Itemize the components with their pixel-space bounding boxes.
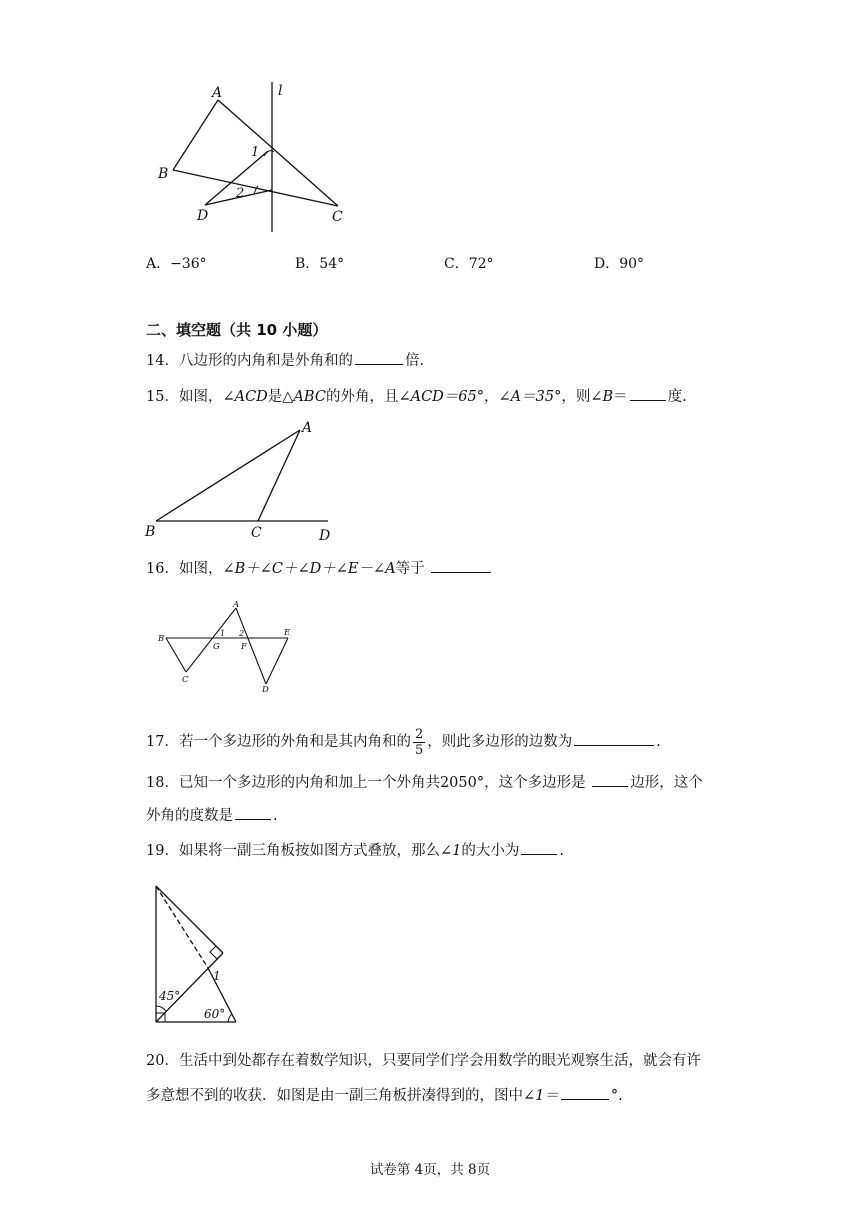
q14-text: 八边形的内角和是外角和的: [178, 353, 353, 369]
q18-line1: [146, 772, 703, 793]
fig19-label-1: 1: [213, 969, 221, 983]
q15-figure: [140, 418, 350, 544]
fig13-label-B: B: [158, 166, 169, 182]
q14: [146, 350, 424, 371]
q13-option-d: [594, 254, 644, 274]
q16-text1: 如图，: [178, 561, 223, 577]
fig13-label-A: A: [212, 85, 223, 101]
fig16-label-C: C: [182, 675, 189, 685]
section-title: 二、填空题（共 10 小题）: [146, 321, 328, 339]
q16-expr: ∠B＋∠C＋∠D＋∠E－∠A: [222, 561, 396, 577]
q15: [146, 386, 687, 407]
q17: [146, 724, 661, 760]
fig15-label-C: C: [251, 525, 262, 541]
q19-text1: 如果将一副三角板按如图方式叠放，那么: [178, 843, 440, 859]
q17-num: 17．: [146, 734, 179, 750]
q15-num: 15．: [146, 389, 179, 405]
q13-option-d-value: 90°: [619, 256, 645, 272]
q15-part-2: 是: [267, 389, 283, 405]
q20-angle: ∠1＝: [523, 1088, 559, 1104]
fig15-label-D: D: [319, 528, 331, 544]
q15-blank[interactable]: [630, 386, 666, 401]
fig16-label-1: 1: [220, 629, 226, 638]
fig16-label-B: B: [158, 634, 165, 644]
page-footer: 试卷第 4页，共 8页: [369, 1162, 491, 1178]
q13-option-c-value: 72°: [468, 256, 494, 272]
q14-blank[interactable]: [355, 350, 403, 365]
q18-num: 18．: [146, 775, 179, 791]
q20-blank[interactable]: [561, 1085, 609, 1100]
fig16-label-G: G: [213, 642, 220, 652]
q18-line1b: ，这个多边形是: [484, 775, 586, 791]
q17-text1: 若一个多边形的外角和是其内角和的: [178, 734, 411, 750]
q15-part-4: 的外角，且: [325, 389, 399, 405]
q19-blank[interactable]: [521, 840, 557, 855]
q20-line1: [146, 1051, 701, 1071]
q19-text2: 的大小为: [461, 843, 520, 859]
q16-num: 16．: [146, 561, 179, 577]
fig16-label-E: E: [284, 628, 291, 638]
q16-text2: 等于: [395, 561, 425, 577]
q13-option-b-key: B．: [295, 256, 320, 272]
q20-line2: [146, 1085, 623, 1106]
fig19-label-60: 60°: [204, 1007, 226, 1021]
fig13-label-2: 2: [236, 186, 245, 201]
q13-option-d-key: D．: [594, 256, 620, 272]
q17-blank[interactable]: [574, 731, 654, 746]
q15-part-5: ∠ACD＝65°: [398, 389, 484, 405]
q13-option-b-value: 54°: [319, 256, 345, 272]
q20-num: 20．: [146, 1053, 179, 1069]
q17-text2: ，则此多边形的边数为: [427, 734, 573, 750]
q15-part-3: △ABC: [282, 389, 326, 405]
q18-line1c: 边形，这个: [630, 775, 703, 791]
q18-tail: .: [273, 808, 278, 824]
fig15-label-A: A: [302, 420, 313, 436]
q18-value: 2050°: [439, 775, 485, 791]
q15-part-6: ，: [484, 389, 499, 405]
q13-option-a: [146, 254, 207, 274]
q18-line2: [146, 805, 278, 826]
fig16-label-F: F: [241, 642, 247, 652]
q17-frac-den: 5: [414, 742, 424, 758]
fig15-label-B: B: [145, 524, 156, 540]
q15-part-0: 如图，: [178, 389, 223, 405]
q19: [146, 840, 564, 861]
q13-option-a-value: −36°: [170, 256, 207, 272]
fig13-label-l: l: [278, 83, 283, 99]
fig13-label-1: 1: [251, 145, 260, 160]
q14-tail: 倍.: [404, 353, 425, 369]
q20-line1: 生活中到处都存在着数学知识，只要同学们学会用数学的眼光观察生活，就会有许: [178, 1053, 701, 1069]
q16: [146, 558, 493, 579]
q19-tail: .: [559, 843, 564, 859]
q19-figure: [148, 880, 248, 1028]
q15-part-10: ＝: [613, 389, 628, 405]
q17-frac-num: 2: [414, 726, 424, 742]
q13-figure: [150, 78, 360, 238]
fig13-label-D: D: [197, 208, 209, 224]
q16-figure: [156, 598, 306, 696]
q15-part-11: 度.: [667, 389, 687, 405]
q15-part-1: ∠ACD: [222, 389, 268, 405]
q13-option-a-key: A．: [146, 256, 171, 272]
q19-num: 19．: [146, 843, 179, 859]
q20-tail: °.: [610, 1088, 623, 1104]
q18-line2a: 外角的度数是: [146, 808, 233, 824]
fig16-label-A: A: [233, 600, 240, 610]
q15-part-8: ，则: [561, 389, 591, 405]
q19-angle: ∠1: [439, 843, 462, 859]
fig19-label-45: 45°: [159, 989, 181, 1003]
q17-tail: .: [656, 734, 661, 750]
q13-option-c: [444, 254, 494, 274]
q20-line2a: 多意想不到的收获．如图是由一副三角板拼凑得到的，图中: [146, 1088, 523, 1104]
q14-num: 14．: [146, 353, 179, 369]
fig16-label-D: D: [262, 685, 269, 695]
q15-part-7: ∠A＝35°: [498, 389, 562, 405]
q17-fraction: [413, 727, 425, 758]
q15-part-9: ∠B: [590, 389, 614, 405]
q16-blank[interactable]: [431, 558, 491, 573]
fig16-label-2: 2: [239, 629, 245, 638]
q13-option-c-key: C．: [444, 256, 469, 272]
q18-blank-2[interactable]: [235, 805, 271, 820]
q18-line1a: 已知一个多边形的内角和加上一个外角共: [178, 775, 440, 791]
q13-option-b: [295, 254, 344, 274]
fig13-label-C: C: [332, 209, 343, 225]
q18-blank-1[interactable]: [592, 772, 628, 787]
